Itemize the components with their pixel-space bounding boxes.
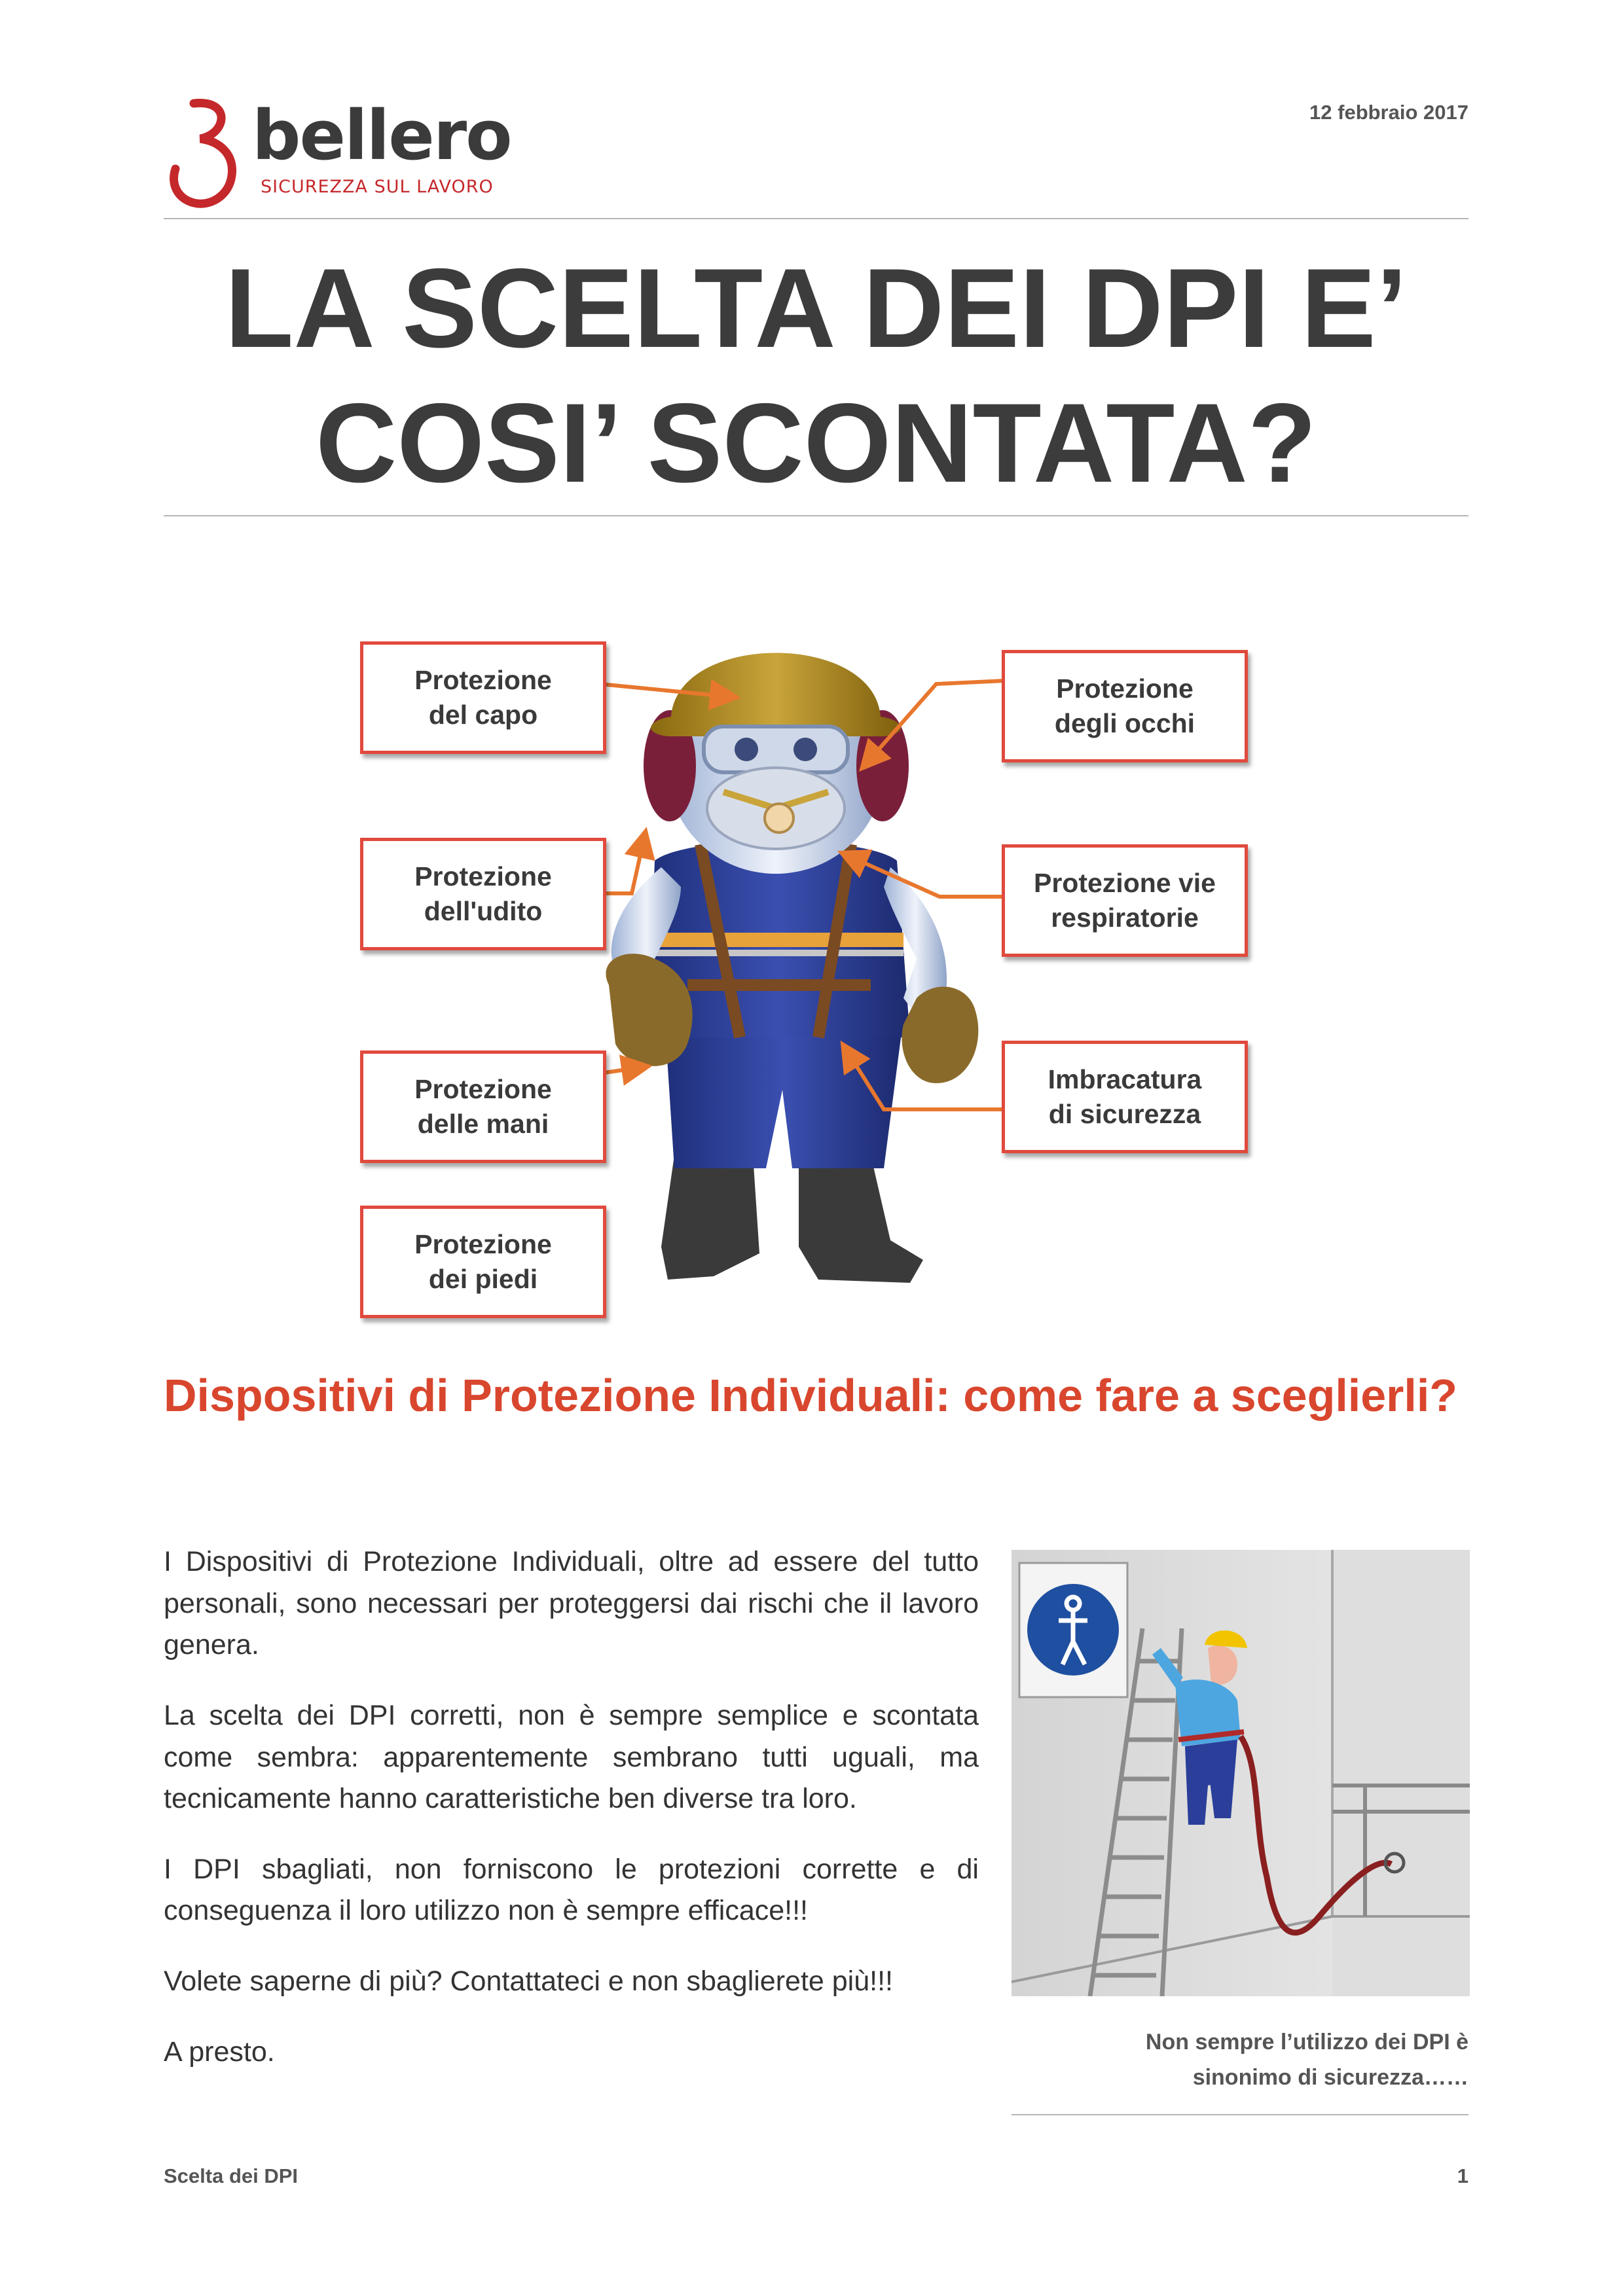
caption-line-2: sinonimo di sicurezza…… — [1192, 2065, 1468, 2090]
label-eye-protection: Protezione degli occhi — [1002, 650, 1248, 762]
body-text — [164, 1541, 979, 2073]
label-respiratory-protection: Protezione vie respiratorie — [1002, 844, 1248, 957]
image-caption — [1010, 2024, 1468, 2096]
footer-document-title: Scelta dei DPI — [164, 2164, 299, 2187]
section-heading: Dispositivi di Protezione Individuali: come fare a sceglierli? — [164, 1370, 1458, 1421]
page-number: 1 — [1457, 2164, 1468, 2187]
document-date: 12 febbraio 2017 — [1309, 101, 1468, 124]
ppe-infographic — [347, 592, 1277, 1316]
right-boot — [799, 1155, 923, 1283]
reflective-stripe — [651, 933, 903, 947]
ladder-worker-illustration — [1012, 1550, 1470, 1996]
label-head-protection: Protezione del capo — [360, 641, 606, 754]
caption-divider — [1012, 2114, 1468, 2115]
page-title — [164, 241, 1468, 511]
paragraph-2: La scelta dei DPI corretti, non è sempre semplice e scontata come sembra: apparentemente sembrano tutti uguali, ma tecnicamente hanno caratteristiche ben diverse tra loro. — [164, 1699, 979, 1815]
label-foot-protection: Protezione dei piedi — [360, 1206, 606, 1318]
paragraph-3: I DPI sbagliati, non forniscono le protezioni corrette e di conseguenza il loro utilizzo non è sempre efficace!!! — [164, 1853, 979, 1927]
legs — [665, 1018, 903, 1168]
page-title-line-2: COSI’ SCONTATA? — [316, 380, 1317, 507]
caption-line-1: Non sempre l’utilizzo dei DPI è — [1145, 2030, 1468, 2054]
left-boot — [661, 1155, 759, 1280]
title-divider — [164, 515, 1468, 516]
paragraph-5: A presto. — [164, 2036, 275, 2068]
bellero-logo-mark — [169, 98, 247, 209]
header-divider — [164, 218, 1468, 219]
logo-tagline: SICUREZZA SUL LAVORO — [261, 177, 494, 197]
label-hearing-protection: Protezione dell'udito — [360, 838, 606, 950]
paragraph-1: I Dispositivi di Protezione Individuali, oltre ad essere del tutto personali, sono necessari per proteggersi dai rischi che il lavoro genera. — [164, 1546, 979, 1661]
paragraph-4: Volete saperne di più? Contattateci e non sbaglierete più!!! — [164, 1965, 893, 1997]
page-title-line-1: LA SCELTA DEI DPI E’ — [225, 245, 1408, 371]
logo-wordmark: bellero — [252, 96, 511, 175]
goggles — [704, 726, 848, 772]
label-hand-protection: Protezione delle mani — [360, 1050, 606, 1163]
label-safety-harness: Imbracatura di sicurezza — [1002, 1041, 1248, 1153]
